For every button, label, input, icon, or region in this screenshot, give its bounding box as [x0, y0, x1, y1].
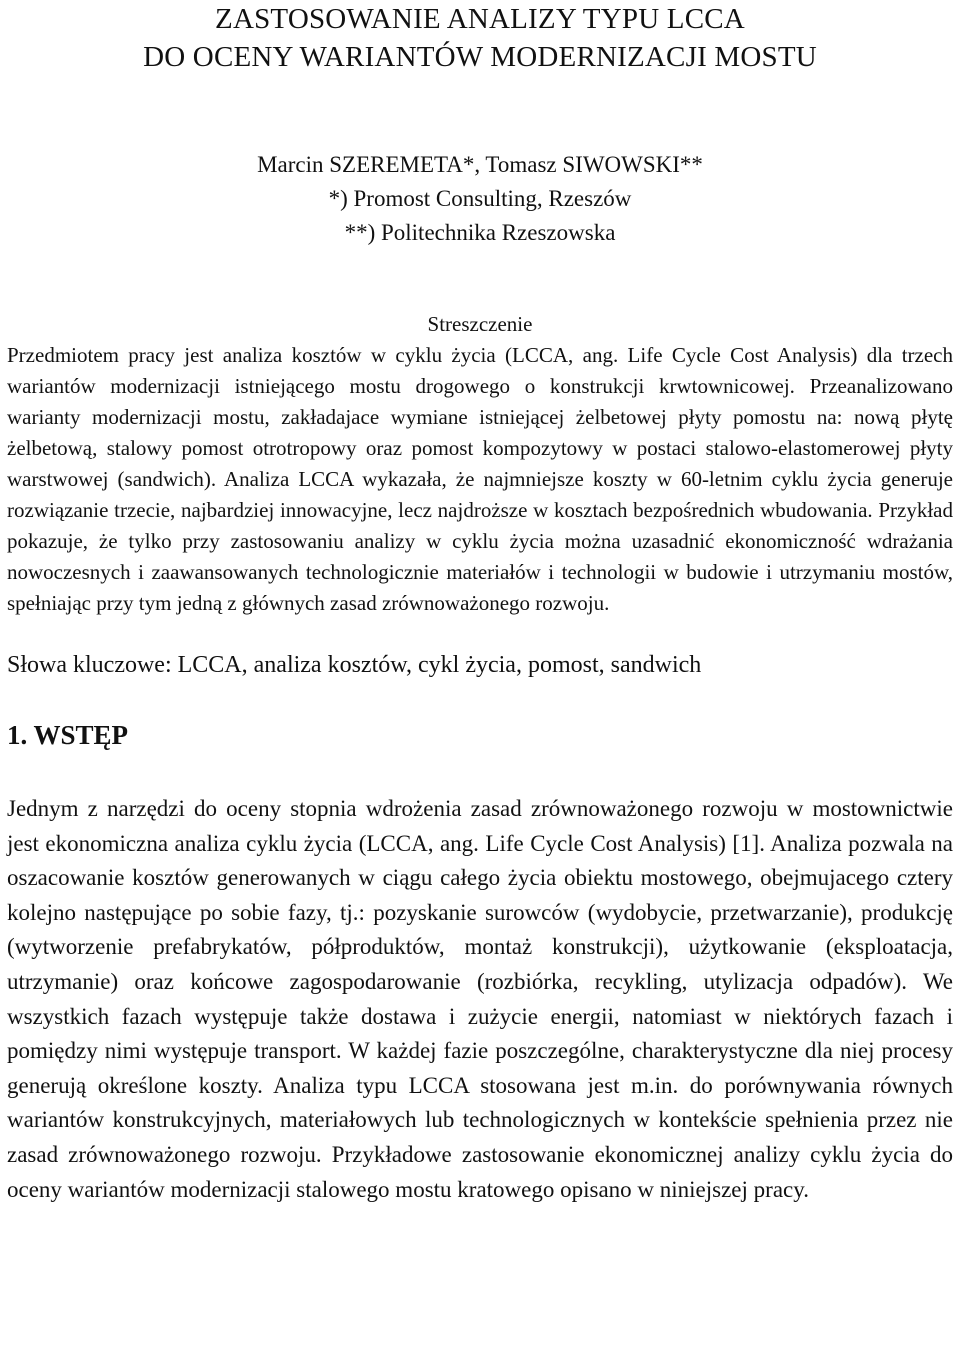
affiliation-2: **) Politechnika Rzeszowska — [344, 220, 616, 245]
section-heading-intro: 1. WSTĘP — [7, 720, 129, 750]
abstract-text: Przedmiotem pracy jest analiza kosztów w cyklu życia (LCCA, ang. Life Cycle Cost Analysis) dla trzech wariantów modernizacji istniejącego mostu drogowego o konstrukcji krwtownicowej. Przeanalizowano warianty modernizacji mostu, zakładajace wymiane istniejącej żelbetowej płyty pomostu na: nową płytę żelbetową, stalowy pomost otrotropowy oraz pomost kompozytowy w postaci stalowo-elastomerowej płyty warstwowej (sandwich). Analiza LCCA wykazała, że najmniejsze koszty w 60-letnim cyklu życia generuje rozwiązanie trzecie, najbardziej innowacyjne, lecz najdroższe w kosztach bezpośrednich wbudowania. Przykład pokazuje, że tylko przy zastosowaniu analizy w cyklu życia można uzasadnić ekonomiczność wdrażania nowoczesnych i zaawansowanych technologicznie materiałów i technologii w budowie i utrzymaniu mostów, spełniając przy tym jedną z głównych zasad zrównoważonego rozwoju. — [7, 343, 953, 615]
author-block — [7, 148, 953, 250]
section-intro-text: Jednym z narzędzi do oceny stopnia wdrożenia zasad zrównoważonego rozwoju w mostownictwie jest ekonomiczna analiza cyklu życia (LCCA, ang. Life Cycle Cost Analysis) [1]. Analiza pozwala na oszacowanie kosztów generowanych w ciągu całego życia obiektu mostowego, obejmujacego cztery kolejno następujące po sobie fazy, tj.: pozyskanie surowców (wydobycie, przetwarzanie), produkcję (wytworzenie prefabrykatów, półproduktów, montaż konstrukcji), użytkowanie (eksploatacja, utrzymanie) oraz końcowe zagospodarowanie (rozbiórka, recykling, utylizacja odpadów). We wszystkich fazach występuje także dostawa i zużycie energii, natomiast w niektórych fazach i pomiędzy nimi występuje transport. W każdej fazie poszczególne, charakterystyczne dla niej procesy generują określone koszty. Analiza typu LCCA stosowana jest m.in. do porównywania równych wariantów konstrukcyjnych, materiałowych lub technologicznych w kontekście spełnienia przez nie zasad zrównoważonego rozwoju. Przykładowe zastosowanie ekonomicznej analizy cyklu życia do oceny wariantów modernizacji stalowego mostu kratowego opisano w niniejszej pracy. — [7, 796, 953, 1202]
affiliation-1: *) Promost Consulting, Rzeszów — [328, 186, 632, 211]
abstract-heading: Streszczenie — [427, 312, 533, 336]
paper-title — [7, 0, 953, 76]
title-line-2: DO OCENY WARIANTÓW MODERNIZACJI MOSTU — [143, 41, 817, 73]
author-names: Marcin SZEREMETA*, Tomasz SIWOWSKI** — [257, 152, 703, 177]
title-line-1: ZASTOSOWANIE ANALIZY TYPU LCCA — [215, 3, 745, 35]
keywords-line: Słowa kluczowe: LCCA, analiza kosztów, cykl życia, pomost, sandwich — [7, 652, 702, 678]
document-page — [7, 0, 953, 1230]
